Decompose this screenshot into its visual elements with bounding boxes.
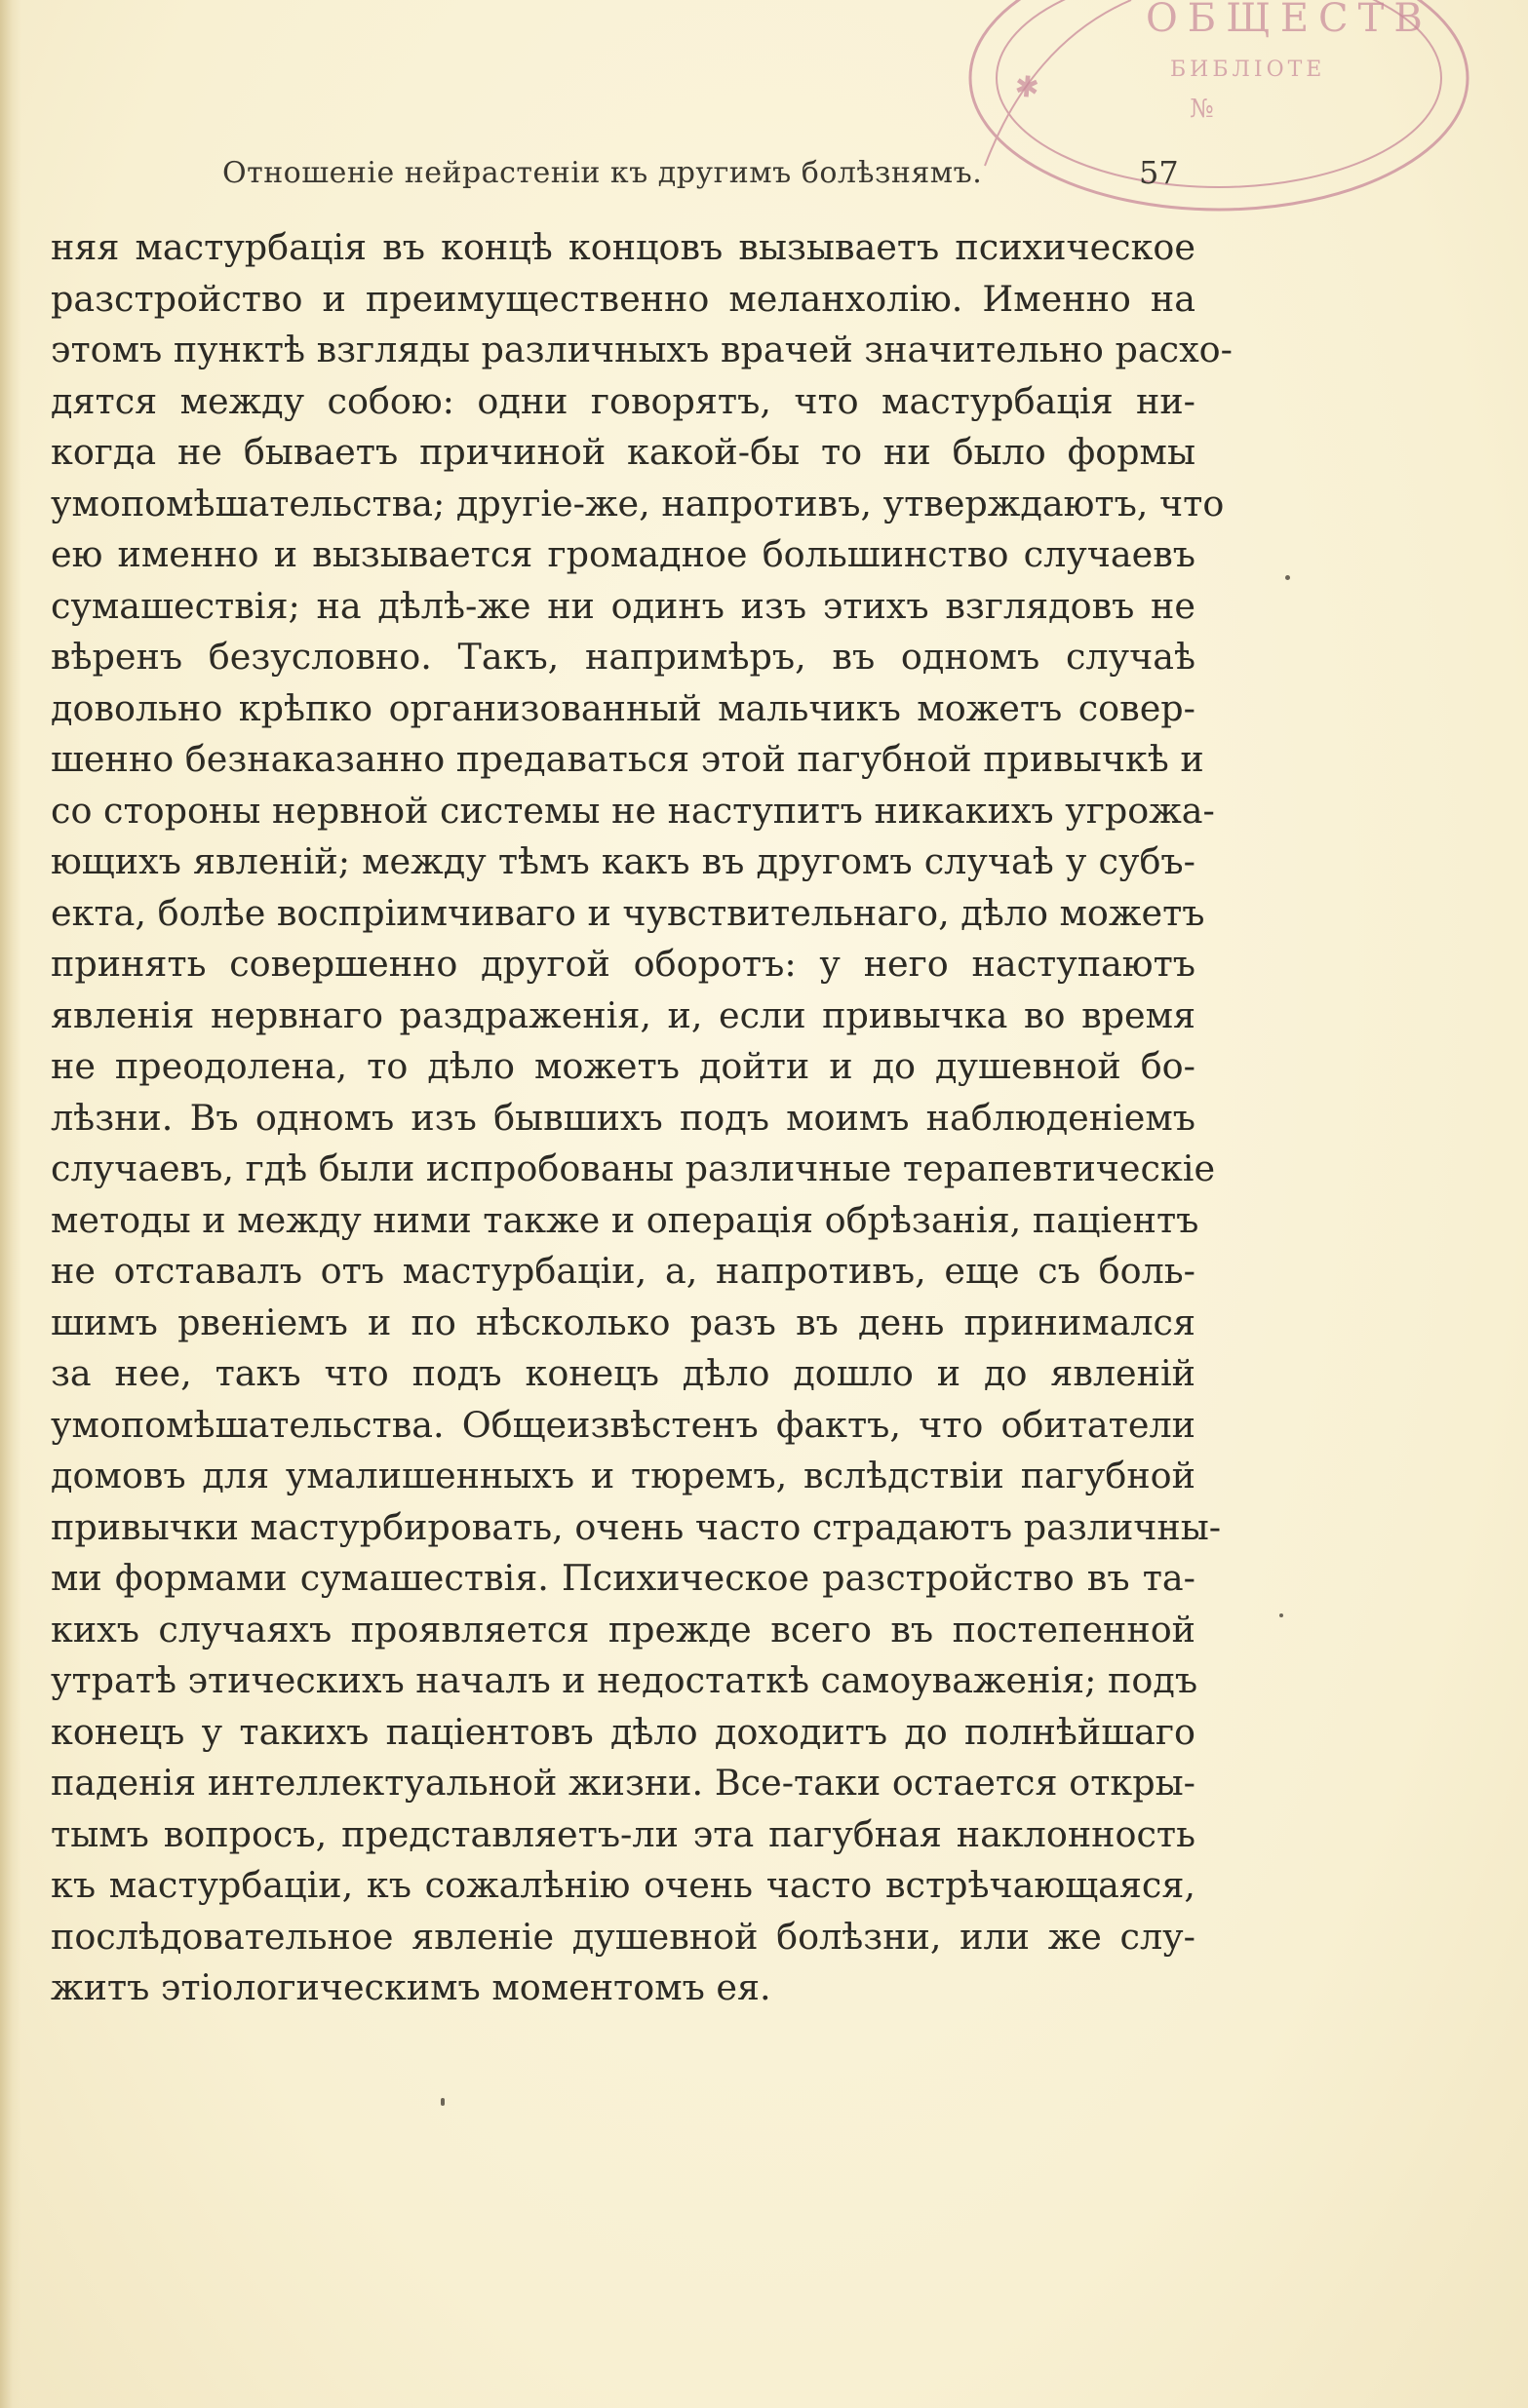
- text-line: утратѣ этическихъ началъ и недостаткѣ самоуваженія; подъ: [51, 1659, 1198, 1701]
- paper-speck: [441, 2098, 445, 2106]
- text-line: явленія нервнаго раздраженія, и, если привычка во время: [51, 993, 1195, 1036]
- text-line: сумашествія; на дѣлѣ-же ни одинъ изъ этихъ взглядовъ не: [51, 584, 1195, 627]
- text-line: со стороны нервной системы не наступитъ никакихъ угрожа-: [51, 789, 1215, 832]
- text-line: умопомѣшательства. Общеизвѣстенъ фактъ, что обитатели: [51, 1403, 1195, 1446]
- text-line: къ мастурбаціи, къ сожалѣнію очень часто встрѣчающаяся,: [51, 1864, 1195, 1906]
- body-text: [51, 222, 1233, 2014]
- text-line-last: житъ этіологическимъ моментомъ ея.: [51, 1966, 771, 2008]
- svg-text:№: №: [1190, 95, 1214, 124]
- text-line: дятся между собою: одни говорятъ, что мастурбація ни-: [51, 379, 1195, 422]
- library-stamp: [926, 0, 1472, 224]
- page-number: 57: [1139, 154, 1179, 191]
- text-line: шенно безнаказанно предаваться этой пагубной привычкѣ и: [51, 738, 1204, 780]
- paper-speck: [1279, 1613, 1283, 1617]
- svg-text:БИБЛІОТЕ: БИБЛІОТЕ: [1170, 58, 1326, 82]
- text-line: паденія интеллектуальной жизни. Все-таки остается откры-: [51, 1762, 1195, 1804]
- text-line: конецъ у такихъ паціентовъ дѣло доходитъ до полнѣйшаго: [51, 1710, 1195, 1753]
- text-line: екта, болѣе воспріимчиваго и чувствительнаго, дѣло можетъ: [51, 891, 1205, 934]
- svg-text:ОБЩЕСТВ: ОБЩЕСТВ: [1146, 0, 1432, 41]
- text-line: послѣдовательное явленіе душевной болѣзни, или же слу-: [51, 1915, 1195, 1958]
- text-line: шимъ рвеніемъ и по нѣсколько разъ въ день принимался: [51, 1301, 1195, 1343]
- text-line: принять совершенно другой оборотъ: у него наступаютъ: [51, 943, 1195, 985]
- text-line: разстройство и преимущественно меланхолію. Именно на: [51, 277, 1195, 320]
- text-line: домовъ для умалишенныхъ и тюремъ, вслѣдствіи пагубной: [51, 1455, 1195, 1496]
- text-line: случаевъ, гдѣ были испробованы различные терапевтическіе: [51, 1147, 1216, 1189]
- text-line: этомъ пунктѣ взгляды различныхъ врачей значительно расхо-: [51, 329, 1233, 370]
- text-line: за нее, такъ что подъ конецъ дѣло дошло и до явленій: [51, 1352, 1195, 1394]
- svg-text:✱: ✱: [1006, 66, 1049, 107]
- text-line: няя мастурбація въ концѣ концовъ вызываетъ психическое: [51, 226, 1195, 268]
- text-line: кихъ случаяхъ проявляется прежде всего въ постепенной: [51, 1608, 1195, 1651]
- text-line: ющихъ явленій; между тѣмъ какъ въ другомъ случаѣ у субъ-: [51, 840, 1195, 882]
- text-line: лѣзни. Въ одномъ изъ бывшихъ подъ моимъ наблюденіемъ: [51, 1096, 1195, 1139]
- text-line: вѣренъ безусловно. Такъ, напримѣръ, въ одномъ случаѣ: [51, 636, 1195, 678]
- text-line: не преодолена, то дѣло можетъ дойти и до душевной бо-: [51, 1045, 1195, 1087]
- text-line: не отставалъ отъ мастурбаціи, а, напротивъ, еще съ боль-: [51, 1250, 1195, 1292]
- text-line: умопомѣшательства; другіе-же, напротивъ, утверждаютъ, что: [51, 482, 1225, 524]
- text-line: ми формами сумашествія. Психическое разстройство въ та-: [51, 1557, 1195, 1599]
- text-line: когда не бываетъ причиной какой-бы то ни было формы: [51, 431, 1195, 473]
- text-line: методы и между ними также и операція обрѣзанія, паціентъ: [51, 1198, 1199, 1241]
- page-gutter-shadow: [0, 0, 21, 2408]
- text-line: тымъ вопросъ, представляетъ-ли эта пагубная наклонность: [51, 1812, 1195, 1855]
- text-line: ею именно и вызывается громадное большинство случаевъ: [51, 533, 1195, 575]
- text-line: привычки мастурбировать, очень часто страдаютъ различны-: [51, 1505, 1222, 1548]
- text-line: довольно крѣпко организованный мальчикъ можетъ совер-: [51, 686, 1195, 729]
- running-title: Отношеніе нейрастеніи къ другимъ болѣзнямъ.: [222, 156, 983, 190]
- paper-speck: [1285, 575, 1290, 580]
